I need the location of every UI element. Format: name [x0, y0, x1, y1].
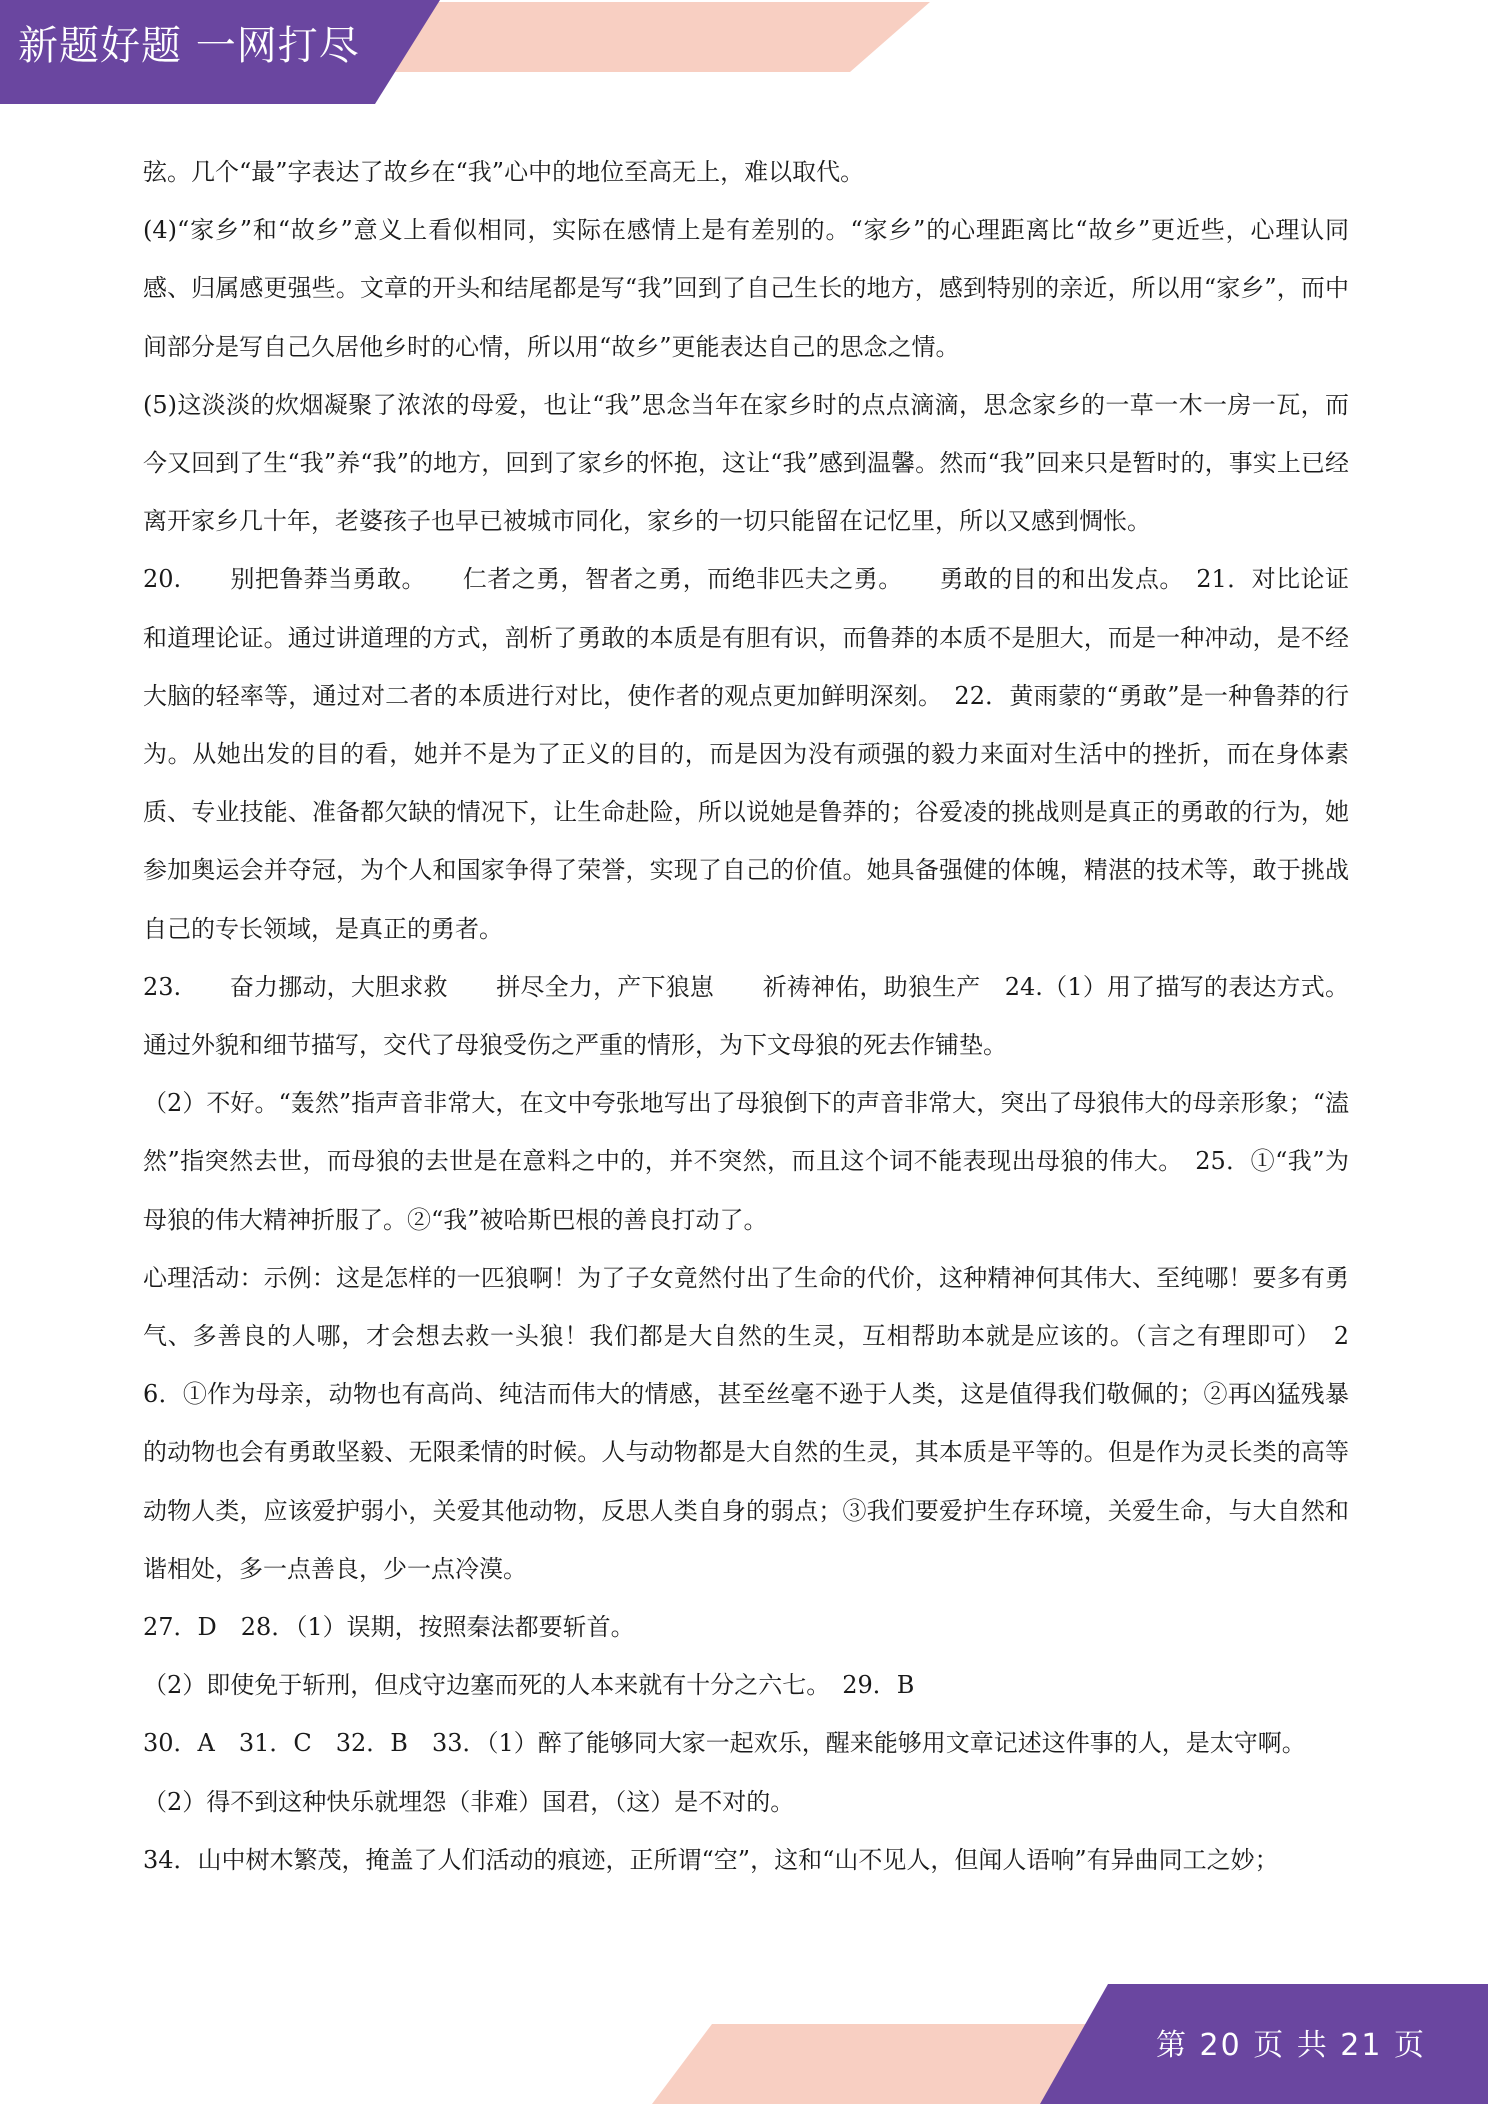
answer-paragraph: 20. 别把鲁莽当勇敢。 仁者之勇，智者之勇，而绝非匹夫之勇。 勇敢的目的和出发点。 21．对比论证和道理论证。通过讲道理的方式，剖析了勇敢的本质是有胆有识，而鲁莽的本质不是胆大，而是一种冲动，是不经大脑的轻率等，通过对二者的本质进行对比，使作者的观点更加鲜明深刻。 22．黄雨蒙的“勇敢”是一种鲁莽的行为。从她出发的目的看，她并不是为了正义的目的，而是因为没有顽强的毅力来面对生活中的挫折，而在身体素质、专业技能、准备都欠缺的情况下，让生命赴险，所以说她是鲁莽的；谷爱凌的挑战则是真正的勇敢的行为，她参加奥运会并夺冠，为个人和国家争得了荣誉，实现了自己的价值。她具备强健的体魄，精湛的技术等，敢于挑战自己的专长领域，是真正的勇者。: [143, 565, 1349, 943]
answer-paragraph: 心理活动：示例：这是怎样的一匹狼啊！为了子女竟然付出了生命的代价，这种精神何其伟大、至纯哪！要多有勇气、多善良的人哪，才会想去救一头狼！我们都是大自然的生灵，互相帮助本就是应该的。（言之有理即可） 26．①作为母亲，动物也有高尚、纯洁而伟大的情感，甚至丝毫不逊于人类，这是值得我们敬佩的；②再凶猛残暴的动物也会有勇敢坚毅、无限柔情的时候。人与动物都是大自然的生灵，其本质是平等的。但是作为灵长类的高等动物人类，应该爱护弱小，关爱其他动物，反思人类自身的弱点；③我们要爱护生存环境，关爱生命，与大自然和谐相处，多一点善良，少一点冷漠。: [143, 1263, 1349, 1583]
answer-paragraph: 27．D 28．（1）误期，按照秦法都要斩首。: [143, 1613, 635, 1642]
answer-paragraph: 30．A 31．C 32．B 33．（1）醉了能够同大家一起欢乐，醒来能够用文章记述这件事的人，是太守啊。: [143, 1729, 1306, 1758]
answer-paragraph: 弦。几个“最”字表达了故乡在“我”心中的地位至高无上，难以取代。: [143, 158, 865, 186]
answer-text-body: [143, 143, 1349, 1889]
answer-paragraph: 34．山中树木繁茂，掩盖了人们活动的痕迹，正所谓“空”，这和“山不见人，但闻人语响”有异曲同工之妙；: [143, 1845, 1279, 1874]
page-number: 第 20 页 共 21 页: [1155, 2028, 1426, 2063]
answer-paragraph: （2）不好。“轰然”指声音非常大，在文中夸张地写出了母狼倒下的声音非常大，突出了母狼伟大的母亲形象；“溘然”指突然去世，而母狼的去世是在意料之中的，并不突然，而且这个词不能表现出母狼的伟大。 25．①“我”为母狼的伟大精神折服了。②“我”被哈斯巴根的善良打动了。: [143, 1089, 1349, 1234]
header-title: 新题好题 一网打尽: [18, 23, 360, 69]
answer-paragraph: (4)“家乡”和“故乡”意义上看似相同，实际在感情上是有差别的。“家乡”的心理距离比“故乡”更近些，心理认同感、归属感更强些。文章的开头和结尾都是写“我”回到了自己生长的地方，感到特别的亲近，所以用“家乡”，而中间部分是写自己久居他乡时的心情，所以用“故乡”更能表达自己的思念之情。: [143, 216, 1349, 361]
answer-paragraph: 23. 奋力挪动，大胆求救 拼尽全力，产下狼崽 祈祷神佑，助狼生产 24.（1）用了描写的表达方式。通过外貌和细节描写，交代了母狼受伤之严重的情形，为下文母狼的死去作铺垫。: [143, 972, 1349, 1060]
answer-paragraph: (5)这淡淡的炊烟凝聚了浓浓的母爱，也让“我”思念当年在家乡时的点点滴滴，思念家乡的一草一木一房一瓦，而今又回到了生“我”养“我”的地方，回到了家乡的怀抱，这让“我”感到温馨。然而“我”回来只是暂时的，事实上已经离开家乡几十年，老婆孩子也早已被城市同化，家乡的一切只能留在记忆里，所以又感到惆怅。: [143, 390, 1349, 536]
answer-paragraph: （2）即使免于斩刑，但戍守边塞而死的人本来就有十分之六七。 29．B: [143, 1671, 915, 1700]
answer-paragraph: （2）得不到这种快乐就埋怨（非难）国君，（这）是不对的。: [143, 1787, 795, 1816]
